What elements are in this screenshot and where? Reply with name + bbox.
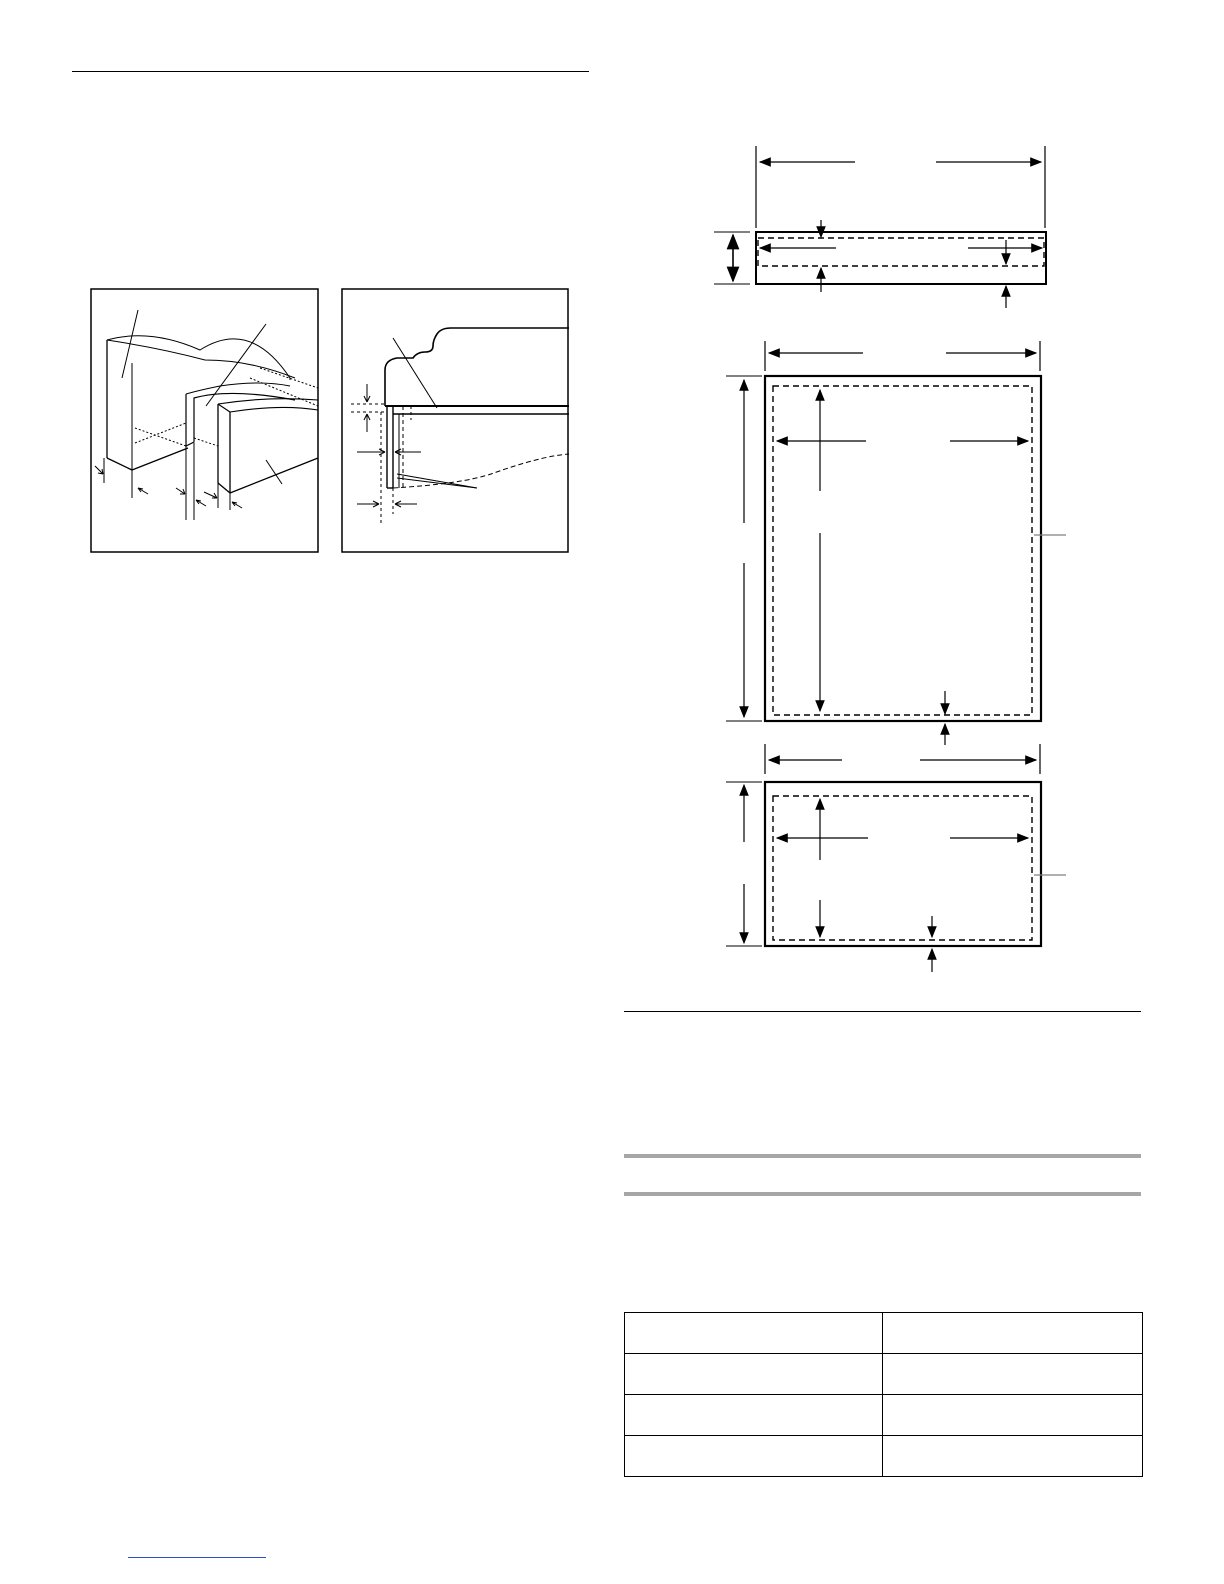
countertop-overhang-figure <box>341 288 569 553</box>
section-rule-top-left <box>72 71 589 72</box>
footer-link-underline[interactable] <box>128 1557 266 1558</box>
spec-table <box>624 1312 1143 1477</box>
table-cell <box>625 1395 883 1436</box>
table-cell <box>625 1436 883 1477</box>
section-bar-2 <box>624 1192 1141 1196</box>
table-row <box>625 1395 1143 1436</box>
table-cell <box>883 1354 1143 1395</box>
table-row <box>625 1354 1143 1395</box>
section-bar-1 <box>624 1154 1141 1158</box>
table-row <box>625 1436 1143 1477</box>
section-rule-right <box>624 1011 1141 1012</box>
lower-panel-diagram <box>720 738 1080 974</box>
table-row <box>625 1313 1143 1354</box>
table-cell <box>625 1354 883 1395</box>
table-cell <box>883 1313 1143 1354</box>
panel-joint-figure <box>90 288 319 553</box>
table-cell <box>625 1313 883 1354</box>
door-panel-diagram <box>720 335 1080 755</box>
table-cell <box>883 1395 1143 1436</box>
drawer-front-panel-diagram <box>700 140 1080 320</box>
table-cell <box>883 1436 1143 1477</box>
